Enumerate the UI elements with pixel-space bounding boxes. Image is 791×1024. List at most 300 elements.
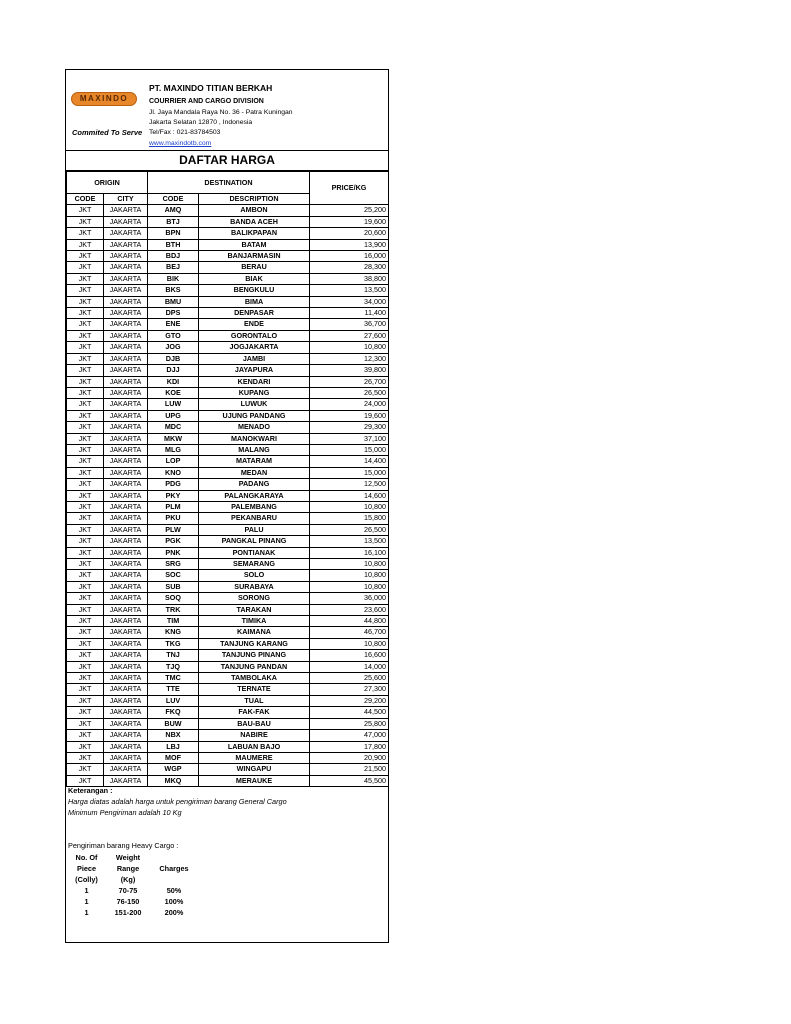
price-per-kg: 13,500 bbox=[310, 536, 389, 547]
origin-code: JKT bbox=[67, 661, 104, 672]
destination-name: TANJUNG PINANG bbox=[199, 650, 310, 661]
table-row bbox=[67, 251, 389, 262]
destination-name: SOLO bbox=[199, 570, 310, 581]
origin-code: JKT bbox=[67, 547, 104, 558]
origin-code: JKT bbox=[67, 513, 104, 524]
price-per-kg: 45,500 bbox=[310, 775, 389, 786]
origin-code: JKT bbox=[67, 456, 104, 467]
origin-city: JAKARTA bbox=[104, 444, 148, 455]
destination-name: MAUMERE bbox=[199, 752, 310, 763]
origin-city: JAKARTA bbox=[104, 559, 148, 570]
destination-name: MENADO bbox=[199, 422, 310, 433]
price-per-kg: 20,900 bbox=[310, 752, 389, 763]
origin-city: JAKARTA bbox=[104, 547, 148, 558]
origin-city: JAKARTA bbox=[104, 410, 148, 421]
price-table bbox=[66, 171, 389, 787]
price-per-kg: 26,500 bbox=[310, 524, 389, 535]
table-row bbox=[67, 285, 389, 296]
table-row bbox=[67, 581, 389, 592]
origin-code: JKT bbox=[67, 353, 104, 364]
destination-name: UJUNG PANDANG bbox=[199, 410, 310, 421]
destination-name: ENDE bbox=[199, 319, 310, 330]
origin-code: JKT bbox=[67, 285, 104, 296]
table-row bbox=[67, 684, 389, 695]
origin-code: JKT bbox=[67, 695, 104, 706]
origin-code: JKT bbox=[67, 638, 104, 649]
origin-code: JKT bbox=[67, 604, 104, 615]
origin-code: JKT bbox=[67, 684, 104, 695]
origin-code: JKT bbox=[67, 501, 104, 512]
table-row bbox=[67, 593, 389, 604]
destination-name: JAYAPURA bbox=[199, 365, 310, 376]
origin-code: JKT bbox=[67, 524, 104, 535]
destination-code: SRG bbox=[148, 559, 199, 570]
destination-code: PKU bbox=[148, 513, 199, 524]
table-row bbox=[67, 627, 389, 638]
destination-name: TANJUNG KARANG bbox=[199, 638, 310, 649]
origin-city: JAKARTA bbox=[104, 205, 148, 216]
destination-code: DPS bbox=[148, 308, 199, 319]
destination-name: JAMBI bbox=[199, 353, 310, 364]
company-header bbox=[66, 70, 388, 151]
table-row bbox=[67, 616, 389, 627]
destination-code: BPN bbox=[148, 228, 199, 239]
origin-city: JAKARTA bbox=[104, 330, 148, 341]
table-row bbox=[67, 433, 389, 444]
origin-city: JAKARTA bbox=[104, 741, 148, 752]
table-row bbox=[67, 752, 389, 763]
destination-name: JOGJAKARTA bbox=[199, 342, 310, 353]
origin-city: JAKARTA bbox=[104, 684, 148, 695]
destination-name: MERAUKE bbox=[199, 775, 310, 786]
destination-name: PADANG bbox=[199, 479, 310, 490]
origin-city: JAKARTA bbox=[104, 490, 148, 501]
table-row bbox=[67, 262, 389, 273]
destination-code: BTH bbox=[148, 239, 199, 250]
table-row bbox=[67, 718, 389, 729]
origin-code: JKT bbox=[67, 330, 104, 341]
price-per-kg: 39,800 bbox=[310, 365, 389, 376]
origin-code: JKT bbox=[67, 399, 104, 410]
table-row bbox=[67, 365, 389, 376]
origin-city: JAKARTA bbox=[104, 695, 148, 706]
origin-code: JKT bbox=[67, 730, 104, 741]
price-per-kg: 16,000 bbox=[310, 251, 389, 262]
charges-header: Charges bbox=[159, 864, 189, 873]
origin-city: JAKARTA bbox=[104, 627, 148, 638]
origin-city: JAKARTA bbox=[104, 387, 148, 398]
price-per-kg: 36,700 bbox=[310, 319, 389, 330]
price-per-kg: 27,300 bbox=[310, 684, 389, 695]
heavy-weight-range: 151-200 bbox=[114, 908, 142, 917]
price-per-kg: 25,800 bbox=[310, 718, 389, 729]
destination-code: AMQ bbox=[148, 205, 199, 216]
destination-code: TKG bbox=[148, 638, 199, 649]
heavy-cargo-table bbox=[68, 852, 197, 918]
destination-code: MKW bbox=[148, 433, 199, 444]
destination-code: KDI bbox=[148, 376, 199, 387]
origin-city: JAKARTA bbox=[104, 422, 148, 433]
destination-code: KNG bbox=[148, 627, 199, 638]
destination-name: LUWUK bbox=[199, 399, 310, 410]
origin-city: JAKARTA bbox=[104, 616, 148, 627]
destination-code: PKY bbox=[148, 490, 199, 501]
destination-code: SOC bbox=[148, 570, 199, 581]
destination-name: BALIKPAPAN bbox=[199, 228, 310, 239]
destination-name: TANJUNG PANDAN bbox=[199, 661, 310, 672]
price-per-kg: 15,000 bbox=[310, 444, 389, 455]
price-per-kg: 21,500 bbox=[310, 764, 389, 775]
heavy-cargo-row bbox=[68, 907, 197, 918]
origin-code: JKT bbox=[67, 650, 104, 661]
origin-city-header: CITY bbox=[104, 194, 148, 205]
origin-city: JAKARTA bbox=[104, 353, 148, 364]
origin-code: JKT bbox=[67, 262, 104, 273]
table-row bbox=[67, 205, 389, 216]
weight-header-line: Range bbox=[116, 864, 140, 873]
price-per-kg: 10,800 bbox=[310, 559, 389, 570]
price-per-kg: 25,200 bbox=[310, 205, 389, 216]
price-per-kg: 10,800 bbox=[310, 638, 389, 649]
notes-line-2: Minimum Pengiriman adalah 10 Kg bbox=[68, 808, 182, 817]
destination-code: LOP bbox=[148, 456, 199, 467]
table-row bbox=[67, 376, 389, 387]
origin-city: JAKARTA bbox=[104, 707, 148, 718]
origin-code: JKT bbox=[67, 764, 104, 775]
origin-header: ORIGIN bbox=[67, 172, 148, 194]
origin-code: JKT bbox=[67, 616, 104, 627]
origin-code: JKT bbox=[67, 559, 104, 570]
origin-code: JKT bbox=[67, 239, 104, 250]
destination-code: MLG bbox=[148, 444, 199, 455]
origin-city: JAKARTA bbox=[104, 285, 148, 296]
company-logo: MAXINDO bbox=[71, 92, 137, 106]
origin-code: JKT bbox=[67, 570, 104, 581]
destination-code: TMC bbox=[148, 673, 199, 684]
company-phone: Tel/Fax : 021-83784503 bbox=[149, 129, 221, 136]
origin-city: JAKARTA bbox=[104, 376, 148, 387]
destination-name: TAMBOLAKA bbox=[199, 673, 310, 684]
destination-name: DENPASAR bbox=[199, 308, 310, 319]
destination-name: PONTIANAK bbox=[199, 547, 310, 558]
destination-name: PALU bbox=[199, 524, 310, 535]
destination-name: TERNATE bbox=[199, 684, 310, 695]
origin-city: JAKARTA bbox=[104, 524, 148, 535]
company-tagline: Commited To Serve bbox=[72, 128, 143, 137]
price-per-kg: 24,000 bbox=[310, 399, 389, 410]
notes bbox=[68, 785, 287, 818]
weight-header-line: (Kg) bbox=[120, 875, 136, 884]
table-row bbox=[67, 673, 389, 684]
destination-header: DESTINATION bbox=[148, 172, 310, 194]
table-row bbox=[67, 228, 389, 239]
table-row bbox=[67, 216, 389, 227]
heavy-pieces: 1 bbox=[84, 897, 89, 906]
destination-name: PANGKAL PINANG bbox=[199, 536, 310, 547]
table-row bbox=[67, 479, 389, 490]
destination-name: PALANGKARAYA bbox=[199, 490, 310, 501]
company-address-line-2: Jakarta Selatan 12870 , Indonesia bbox=[149, 119, 253, 126]
price-per-kg: 10,800 bbox=[310, 581, 389, 592]
destination-name: SEMARANG bbox=[199, 559, 310, 570]
table-row bbox=[67, 308, 389, 319]
price-per-kg: 34,000 bbox=[310, 296, 389, 307]
destination-code: LUW bbox=[148, 399, 199, 410]
origin-city: JAKARTA bbox=[104, 730, 148, 741]
origin-city: JAKARTA bbox=[104, 296, 148, 307]
origin-code: JKT bbox=[67, 422, 104, 433]
destination-code: KOE bbox=[148, 387, 199, 398]
price-per-kg: 20,600 bbox=[310, 228, 389, 239]
destination-code: BEJ bbox=[148, 262, 199, 273]
destination-code: PDG bbox=[148, 479, 199, 490]
origin-city: JAKARTA bbox=[104, 308, 148, 319]
destination-code: BUW bbox=[148, 718, 199, 729]
price-per-kg: 37,100 bbox=[310, 433, 389, 444]
destination-name: KAIMANA bbox=[199, 627, 310, 638]
company-address-line-1: Jl. Jaya Mandala Raya No. 36 - Patra Kuningan bbox=[149, 109, 293, 116]
price-per-kg: 19,600 bbox=[310, 410, 389, 421]
heavy-cargo-row bbox=[68, 885, 197, 896]
price-per-kg: 14,000 bbox=[310, 661, 389, 672]
destination-name: TIMIKA bbox=[199, 616, 310, 627]
destination-code: SOQ bbox=[148, 593, 199, 604]
destination-code: UPG bbox=[148, 410, 199, 421]
table-row bbox=[67, 695, 389, 706]
origin-code: JKT bbox=[67, 536, 104, 547]
destination-code: KNO bbox=[148, 467, 199, 478]
origin-code: JKT bbox=[67, 387, 104, 398]
price-per-kg: 38,800 bbox=[310, 273, 389, 284]
destination-name: MANOKWARI bbox=[199, 433, 310, 444]
table-row bbox=[67, 604, 389, 615]
table-row bbox=[67, 536, 389, 547]
weight-header-line: Weight bbox=[115, 853, 141, 862]
destination-code: TNJ bbox=[148, 650, 199, 661]
origin-city: JAKARTA bbox=[104, 342, 148, 353]
destination-name: NABIRE bbox=[199, 730, 310, 741]
origin-city: JAKARTA bbox=[104, 718, 148, 729]
price-per-kg: 16,100 bbox=[310, 547, 389, 558]
table-row bbox=[67, 650, 389, 661]
origin-city: JAKARTA bbox=[104, 456, 148, 467]
destination-name: LABUAN BAJO bbox=[199, 741, 310, 752]
price-per-kg: 11,400 bbox=[310, 308, 389, 319]
origin-city: JAKARTA bbox=[104, 262, 148, 273]
origin-code: JKT bbox=[67, 707, 104, 718]
price-per-kg: 16,600 bbox=[310, 650, 389, 661]
origin-code: JKT bbox=[67, 490, 104, 501]
table-row bbox=[67, 353, 389, 364]
price-per-kg: 14,600 bbox=[310, 490, 389, 501]
origin-city: JAKARTA bbox=[104, 775, 148, 786]
price-per-kg: 47,000 bbox=[310, 730, 389, 741]
origin-city: JAKARTA bbox=[104, 319, 148, 330]
destination-name: MATARAM bbox=[199, 456, 310, 467]
price-per-kg: 26,700 bbox=[310, 376, 389, 387]
origin-code: JKT bbox=[67, 216, 104, 227]
origin-city: JAKARTA bbox=[104, 239, 148, 250]
destination-code: BIK bbox=[148, 273, 199, 284]
origin-code: JKT bbox=[67, 319, 104, 330]
table-row bbox=[67, 273, 389, 284]
origin-city: JAKARTA bbox=[104, 273, 148, 284]
origin-code: JKT bbox=[67, 342, 104, 353]
table-row bbox=[67, 524, 389, 535]
price-per-kg: 15,800 bbox=[310, 513, 389, 524]
table-row bbox=[67, 764, 389, 775]
origin-city: JAKARTA bbox=[104, 467, 148, 478]
table-row bbox=[67, 547, 389, 558]
price-per-kg: 17,800 bbox=[310, 741, 389, 752]
origin-code: JKT bbox=[67, 308, 104, 319]
destination-name: BENGKULU bbox=[199, 285, 310, 296]
destination-code: JOG bbox=[148, 342, 199, 353]
origin-code: JKT bbox=[67, 627, 104, 638]
origin-code: JKT bbox=[67, 296, 104, 307]
price-per-kg: 28,300 bbox=[310, 262, 389, 273]
destination-code: WGP bbox=[148, 764, 199, 775]
origin-city: JAKARTA bbox=[104, 593, 148, 604]
heavy-cargo-title: Pengiriman barang Heavy Cargo : bbox=[68, 841, 179, 850]
destination-code: TTE bbox=[148, 684, 199, 695]
destination-code-header: CODE bbox=[148, 194, 199, 205]
destination-name: BIAK bbox=[199, 273, 310, 284]
origin-city: JAKARTA bbox=[104, 650, 148, 661]
destination-code: PLW bbox=[148, 524, 199, 535]
destination-name: BATAM bbox=[199, 239, 310, 250]
pieces-header-line: Piece bbox=[76, 864, 97, 873]
origin-code: JKT bbox=[67, 673, 104, 684]
destination-code: ENE bbox=[148, 319, 199, 330]
destination-name: BIMA bbox=[199, 296, 310, 307]
destination-name: FAK-FAK bbox=[199, 707, 310, 718]
table-row bbox=[67, 444, 389, 455]
origin-code: JKT bbox=[67, 444, 104, 455]
table-row bbox=[67, 387, 389, 398]
destination-code: LUV bbox=[148, 695, 199, 706]
destination-name: AMBON bbox=[199, 205, 310, 216]
destination-name: TARAKAN bbox=[199, 604, 310, 615]
page-title: DAFTAR HARGA bbox=[66, 151, 388, 171]
price-list-sheet bbox=[65, 69, 389, 943]
table-row bbox=[67, 342, 389, 353]
origin-code: JKT bbox=[67, 376, 104, 387]
price-per-kg: 10,800 bbox=[310, 501, 389, 512]
heavy-charge: 200% bbox=[164, 908, 184, 917]
destination-code: MKQ bbox=[148, 775, 199, 786]
price-per-kg: 44,500 bbox=[310, 707, 389, 718]
origin-code: JKT bbox=[67, 365, 104, 376]
origin-city: JAKARTA bbox=[104, 216, 148, 227]
destination-code: GTO bbox=[148, 330, 199, 341]
heavy-weight-range: 70-75 bbox=[118, 886, 138, 895]
price-header: PRICE/KG bbox=[310, 172, 389, 205]
destination-code: DJB bbox=[148, 353, 199, 364]
destination-name: BANJARMASIN bbox=[199, 251, 310, 262]
price-per-kg: 26,500 bbox=[310, 387, 389, 398]
destination-name: KENDARI bbox=[199, 376, 310, 387]
origin-code-header: CODE bbox=[67, 194, 104, 205]
price-per-kg: 27,600 bbox=[310, 330, 389, 341]
destination-code: PGK bbox=[148, 536, 199, 547]
pieces-header-line: (Colly) bbox=[75, 875, 98, 884]
price-per-kg: 15,000 bbox=[310, 467, 389, 478]
company-division: COURRIER AND CARGO DIVISION bbox=[149, 98, 264, 105]
origin-city: JAKARTA bbox=[104, 752, 148, 763]
table-row bbox=[67, 638, 389, 649]
destination-name: WINGAPU bbox=[199, 764, 310, 775]
origin-code: JKT bbox=[67, 741, 104, 752]
price-per-kg: 14,400 bbox=[310, 456, 389, 467]
origin-city: JAKARTA bbox=[104, 581, 148, 592]
destination-code: BDJ bbox=[148, 251, 199, 262]
origin-city: JAKARTA bbox=[104, 228, 148, 239]
heavy-pieces: 1 bbox=[84, 886, 89, 895]
table-row bbox=[67, 319, 389, 330]
price-per-kg: 46,700 bbox=[310, 627, 389, 638]
destination-code: PLM bbox=[148, 501, 199, 512]
heavy-charge: 50% bbox=[166, 886, 182, 895]
origin-code: JKT bbox=[67, 775, 104, 786]
table-row bbox=[67, 490, 389, 501]
destination-name: SURABAYA bbox=[199, 581, 310, 592]
destination-name: BAU-BAU bbox=[199, 718, 310, 729]
price-per-kg: 19,600 bbox=[310, 216, 389, 227]
destination-name: SORONG bbox=[199, 593, 310, 604]
table-row bbox=[67, 422, 389, 433]
table-row bbox=[67, 239, 389, 250]
origin-code: JKT bbox=[67, 479, 104, 490]
table-row bbox=[67, 707, 389, 718]
origin-code: JKT bbox=[67, 718, 104, 729]
destination-name: MEDAN bbox=[199, 467, 310, 478]
destination-code: PNK bbox=[148, 547, 199, 558]
origin-code: JKT bbox=[67, 251, 104, 262]
destination-code: FKQ bbox=[148, 707, 199, 718]
destination-name: BANDA ACEH bbox=[199, 216, 310, 227]
price-per-kg: 10,800 bbox=[310, 342, 389, 353]
origin-code: JKT bbox=[67, 593, 104, 604]
origin-city: JAKARTA bbox=[104, 638, 148, 649]
price-per-kg: 29,300 bbox=[310, 422, 389, 433]
price-per-kg: 13,900 bbox=[310, 239, 389, 250]
table-row bbox=[67, 501, 389, 512]
table-row bbox=[67, 456, 389, 467]
company-name: PT. MAXINDO TITIAN BERKAH bbox=[149, 83, 273, 93]
destination-code: MDC bbox=[148, 422, 199, 433]
destination-code: MOF bbox=[148, 752, 199, 763]
destination-name: KUPANG bbox=[199, 387, 310, 398]
heavy-pieces: 1 bbox=[84, 908, 89, 917]
table-row bbox=[67, 399, 389, 410]
origin-code: JKT bbox=[67, 205, 104, 216]
destination-code: BKS bbox=[148, 285, 199, 296]
company-website-link[interactable]: www.maxindotb.com bbox=[149, 140, 212, 147]
table-row bbox=[67, 330, 389, 341]
price-per-kg: 13,500 bbox=[310, 285, 389, 296]
table-row bbox=[67, 741, 389, 752]
price-table-body bbox=[67, 205, 389, 787]
destination-code: BTJ bbox=[148, 216, 199, 227]
table-row bbox=[67, 296, 389, 307]
destination-name: PALEMBANG bbox=[199, 501, 310, 512]
destination-name: TUAL bbox=[199, 695, 310, 706]
origin-city: JAKARTA bbox=[104, 251, 148, 262]
destination-name: GORONTALO bbox=[199, 330, 310, 341]
notes-label: Keterangan : bbox=[68, 786, 113, 795]
destination-code: TIM bbox=[148, 616, 199, 627]
